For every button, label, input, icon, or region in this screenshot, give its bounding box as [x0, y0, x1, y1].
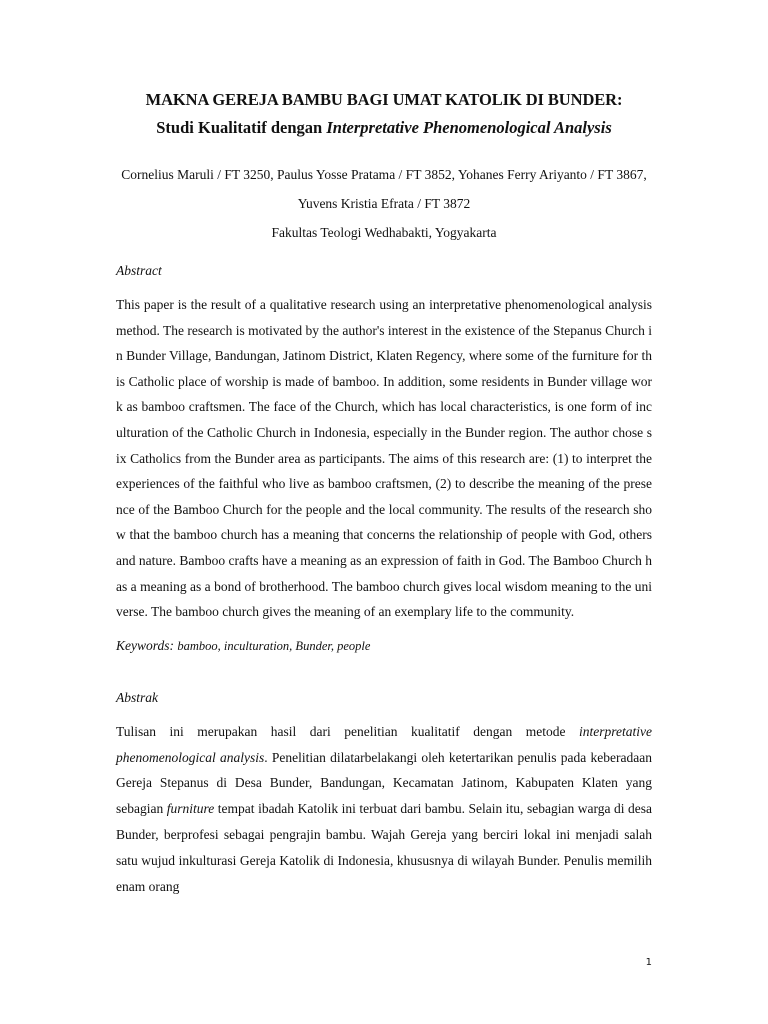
page-content [116, 88, 652, 899]
abstrak-text-3: tempat ibadah Katolik ini terbuat dari bambu. Selain itu, sebagian warga di desa Bunder, berprofesi sebagai pengrajin bambu. Wajah Gereja yang berciri lokal ini menjadi salah satu wujud inkulturasi Gereja Katolik di Indonesia, khususnya di wilayah Bunder. Penulis memilih enam orang [116, 801, 652, 894]
keywords-label: Keywords: [116, 637, 174, 653]
abstract-heading: Abstract [116, 263, 162, 278]
abstrak-heading: Abstrak [116, 689, 158, 705]
abstract-paragraph: This paper is the result of a qualitative research using an interpretative phenomenological analysis method. The research is motivated by the author's interest in the existence of the Stepanus Church in Bunder Village, Bandungan, Jatinom District, Klaten Regency, where some of the furniture for this Catholic place of worship is made of bamboo. In addition, some residents in Bunder village work as bamboo craftsmen. The face of the Church, which has local characteristics, is one form of inculturation of the Catholic Church in Indonesia, especially in the Bunder region. The author chose six Catholics from the Bunder area as participants. The aims of this research are: (1) to interpret the experiences of the faithful who live as bamboo craftsmen, (2) to describe the meaning of the presence of the Bamboo Church for the people and the local community. The results of the research show that the bamboo church has a meaning that concerns the relationship of people with God, others and nature. Bamboo crafts have a meaning as an expression of faith in God. The Bamboo Church has a meaning as a bond of brotherhood. The bamboo church gives local wisdom meaning to the universe. The bamboo church gives the meaning of an exemplary life to the community. [116, 297, 652, 620]
abstrak-text-1: Tulisan ini merupakan hasil dari penelitian kualitatif dengan metode [116, 723, 580, 739]
paper-subtitle [116, 116, 652, 140]
subtitle-italic: Interpretative Phenomenological Analysis [326, 118, 612, 137]
page-number: 1 [645, 957, 652, 968]
author-list: Cornelius Maruli / FT 3250, Paulus Yosse Pratama / FT 3852, Yohanes Ferry Ariyanto / FT 3867, Yuvens Kristia Efrata / FT 3872 [121, 167, 647, 211]
subtitle-plain: Studi Kualitatif dengan [156, 118, 327, 137]
abstrak-italic-2: furniture [166, 801, 215, 817]
paper-title: MAKNA GEREJA BAMBU BAGI UMAT KATOLIK DI BUNDER: [145, 90, 623, 109]
keywords-line [116, 635, 652, 657]
abstrak-paragraph [116, 719, 652, 900]
abstrak-text-2: . Penelitian dilatarbelakangi oleh ketertarikan penulis pada keberadaan Gereja Stepanus di Desa Bunder, Bandungan, Kecamatan Jatinom, Kabupaten Klaten yang sebagian [116, 749, 652, 817]
keywords-text: bamboo, inculturation, Bunder, people [177, 638, 371, 653]
affiliation: Fakultas Teologi Wedhabakti, Yogyakarta [271, 225, 497, 240]
abstrak-italic-1: interpretative phenomenological analysis [116, 723, 652, 765]
